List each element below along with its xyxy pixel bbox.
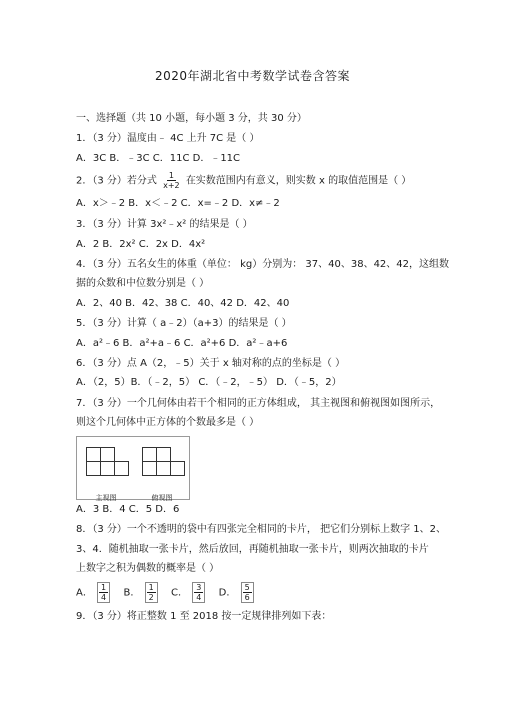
top-view-label: 俯视图: [151, 494, 173, 502]
fraction-denominator: 6: [244, 593, 250, 602]
question-3-stem: 3．（3 分）计算 3x²﹣x² 的结果是（ ）: [76, 219, 253, 230]
question-6-stem: 6．（3 分）点 A（2，﹣5）关于 x 轴对称的点的坐标是（ ）: [76, 358, 346, 369]
option-d-fraction: [241, 582, 254, 603]
option-b-fraction: [145, 582, 158, 603]
option-c-fraction: [192, 582, 205, 603]
view-square: [100, 461, 115, 476]
question-7-stem: 7．（3 分）一个几何体由若干个相同的正方体组成， 其主视图和俯视图如图所示，: [76, 398, 441, 409]
question-1-stem: 1．（3 分）温度由﹣ 4C 上升 7C 是（ ）: [76, 133, 260, 144]
option-d-label: D．: [218, 587, 237, 599]
question-8-stem-continued: 3、4．随机抽取一张卡片，然后放回，再随机抽取一张卡片，则两次抽取的卡片: [76, 544, 429, 555]
question-9-stem: 9．（3 分）将正整数 1 至 2018 按一定规律排列如下表：: [76, 611, 332, 622]
fraction-numerator: 5: [244, 583, 250, 592]
question-2-options: A．x＞﹣2 B．x＜﹣2 C．x=﹣2 D．x≠﹣2: [76, 198, 280, 209]
fraction-numerator: 1: [168, 171, 174, 180]
fraction-denominator: 2: [148, 593, 154, 602]
page-title: 2020年湖北省中考数学试卷含答案: [154, 69, 351, 83]
question-7-options: A．3 B．4 C．5 D．6: [76, 504, 180, 515]
view-square: [86, 461, 101, 476]
question-2-fraction: [161, 171, 182, 190]
view-square: [156, 461, 171, 476]
view-square: [100, 447, 115, 462]
option-a-fraction: [97, 582, 110, 603]
question-7-stem-continued: 则这个几何体中正方体的个数最多是（ ）: [76, 417, 260, 428]
question-5-options: A．a²﹣6 B．a²+a﹣6 C．a²+6 D．a²﹣a+6: [76, 338, 288, 349]
fraction-denominator: 4: [196, 593, 202, 602]
question-2-stem-post: 在实数范围内有意义，则实数 x 的取值范围是（ ）: [185, 175, 412, 187]
question-2-stem-pre: 2．（3 分）若分式: [76, 175, 157, 187]
view-square: [170, 461, 185, 476]
views-figure: [76, 436, 190, 500]
question-1-options: A．3C B．﹣3C C．11C D．﹣11C: [76, 153, 241, 164]
front-view: [83, 443, 129, 502]
view-square: [142, 447, 157, 462]
question-4-stem-continued: 据的众数和中位数分别是（ ）: [76, 278, 210, 289]
question-4-stem: 4．（3 分）五名女生的体重（单位： kg）分别为： 37、40、38、42、42，这组数: [76, 259, 450, 270]
fraction-denominator: 4: [101, 593, 107, 602]
option-b-label: B．: [123, 587, 141, 599]
front-view-label: 主视图: [95, 494, 117, 502]
fraction-numerator: 3: [196, 583, 202, 592]
question-8-stem: 8．（3 分）一个不透明的袋中有四张完全相同的卡片， 把它们分别标上数字 1、2、: [76, 524, 446, 535]
question-5-stem: 5．（3 分）计算（ a﹣2）（a+3）的结果是（ ）: [76, 318, 292, 329]
option-c-label: C．: [171, 587, 189, 599]
question-8-options: [76, 582, 255, 603]
view-square: [156, 447, 171, 462]
top-view: [139, 443, 185, 502]
fraction-numerator: 1: [148, 583, 154, 592]
question-4-options: A．2、40 B．42、38 C．40、42 D．42、40: [76, 298, 290, 309]
view-square: [142, 461, 157, 476]
question-6-options: A．（2，5）B．（﹣2，5） C．（﹣2，﹣5） D．（﹣5，2）: [76, 377, 342, 388]
fraction-numerator: 1: [101, 583, 107, 592]
fraction-denominator: x+2: [163, 181, 180, 190]
view-square: [86, 447, 101, 462]
question-3-options: A．2 B．2x² C．2x D．4x²: [76, 239, 206, 250]
option-a-label: A．: [76, 587, 93, 599]
question-2-stem: [76, 171, 411, 190]
section-heading: 一、选择题（共 10 小题，每小题 3 分，共 30 分）: [76, 113, 307, 124]
view-square: [114, 461, 129, 476]
question-8-stem-end: 上数字之积为偶数的概率是（ ）: [76, 563, 220, 574]
